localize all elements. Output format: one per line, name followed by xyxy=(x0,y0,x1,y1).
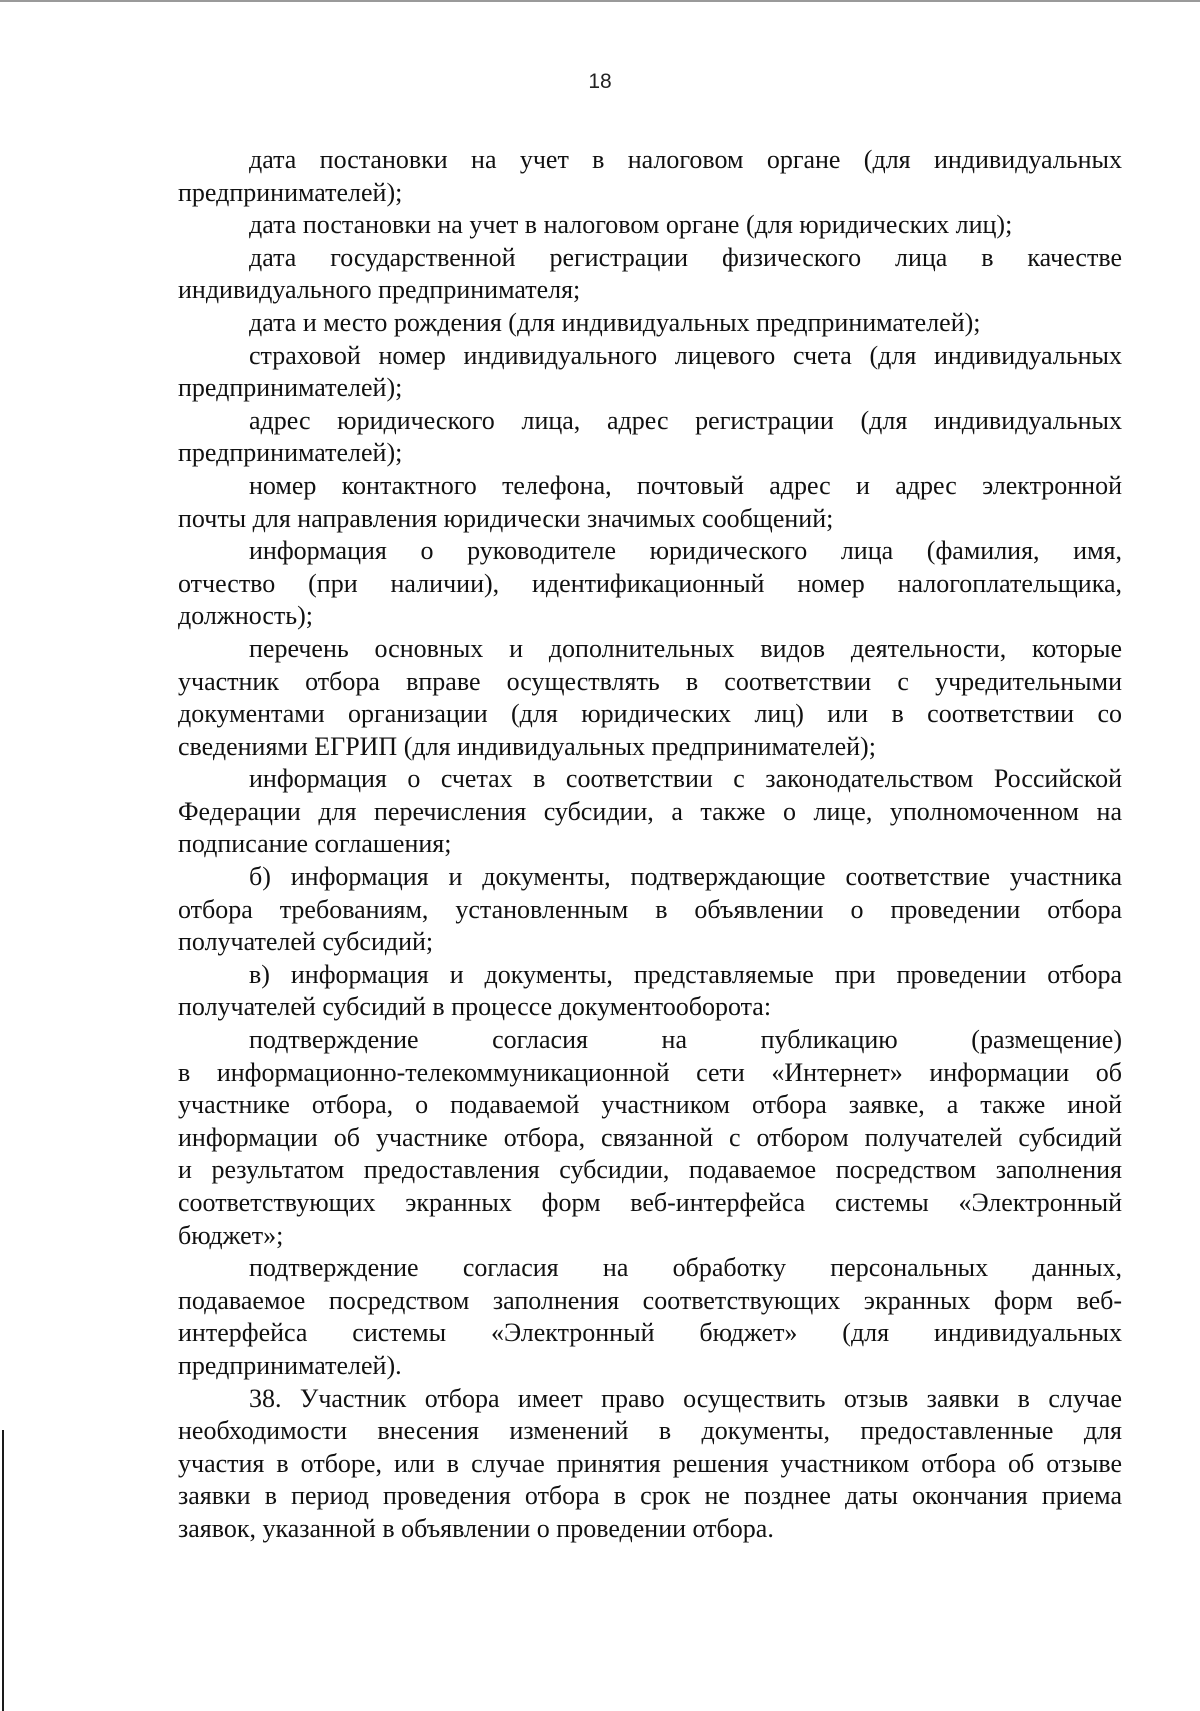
document-body xyxy=(178,144,1122,1546)
text-line: 38. Участник отбора имеет право осуществить отзыв заявки в случае xyxy=(249,1383,1122,1413)
text-line: получателей субсидий; xyxy=(178,927,434,957)
text-line: и результатом предоставления субсидии, подаваемое посредством заполнения xyxy=(178,1155,1122,1185)
text-line: сведениями ЕГРИП (для индивидуальных предпринимателей); xyxy=(178,731,876,761)
text-line: подписание соглашения; xyxy=(178,829,452,859)
text-line: дата постановки на учет в налоговом органе (для юридических лиц); xyxy=(249,210,1013,240)
text-line: дата постановки на учет в налоговом органе (для индивидуальных xyxy=(249,145,1122,174)
text-line: страховой номер индивидуального лицевого счета (для индивидуальных xyxy=(249,340,1122,370)
text-line: соответствующих экранных форм веб-интерфейса системы «Электронный xyxy=(178,1188,1122,1217)
text-line: интерфейса системы «Электронный бюджет» (для индивидуальных xyxy=(178,1318,1122,1348)
text-line: Федерации для перечисления субсидии, а также о лице, уполномоченном на xyxy=(178,796,1122,826)
text-line: документами организации (для юридических лиц) или в соответствии со xyxy=(178,699,1122,729)
text-line: дата государственной регистрации физического лица в качестве xyxy=(249,242,1122,272)
page-number: 18 xyxy=(588,70,612,93)
text-line: номер контактного телефона, почтовый адрес и адрес электронной xyxy=(249,470,1122,500)
text-line: б) информация и документы, подтверждающие соответствие участника xyxy=(249,862,1122,892)
text-line: отчество (при наличии), идентификационный номер налогоплательщика, xyxy=(178,568,1122,598)
text-line: заявки в период проведения отбора в срок не позднее даты окончания приема xyxy=(178,1481,1122,1511)
text-line: бюджет»; xyxy=(178,1220,284,1250)
text-line: участник отбора вправе осуществлять в соответствии с учредительными xyxy=(178,666,1122,696)
text-line: заявок, указанной в объявлении о проведении отбора. xyxy=(178,1513,774,1543)
text-line: предпринимателей); xyxy=(178,438,403,468)
text-line: в) информация и документы, представляемые при проведении отбора xyxy=(249,959,1122,989)
text-line: в информационно-телекоммуникационной сети «Интернет» информации об xyxy=(178,1057,1122,1087)
text-line: должность); xyxy=(178,601,314,631)
text-line: подтверждение согласия на публикацию (размещение) xyxy=(249,1025,1122,1055)
text-line: индивидуального предпринимателя; xyxy=(178,275,581,305)
text-line: подаваемое посредством заполнения соответствующих экранных форм веб- xyxy=(178,1285,1122,1315)
text-line: необходимости внесения изменений в документы, предоставленные для xyxy=(178,1416,1122,1446)
text-line: отбора требованиям, установленным в объявлении о проведении отбора xyxy=(178,894,1122,924)
text-line: участия в отборе, или в случае принятия решения участником отбора об отзыве xyxy=(178,1448,1122,1478)
text-line: информация о счетах в соответствии с законодательством Российской xyxy=(249,764,1122,794)
text-line: предпринимателей); xyxy=(178,373,403,403)
scan-edge-left xyxy=(2,1430,4,1711)
text-line: предпринимателей); xyxy=(178,177,403,207)
text-line: адрес юридического лица, адрес регистрации (для индивидуальных xyxy=(249,405,1122,435)
text-line: информации об участнике отбора, связанной с отбором получателей субсидий xyxy=(178,1122,1122,1152)
text-line: перечень основных и дополнительных видов деятельности, которые xyxy=(249,633,1122,663)
text-line: дата и место рождения (для индивидуальных предпринимателей); xyxy=(249,307,981,337)
scan-edge-top xyxy=(0,0,1200,2)
text-line: участнике отбора, о подаваемой участником отбора заявке, а также иной xyxy=(178,1090,1122,1120)
text-line: получателей субсидий в процессе документооборота: xyxy=(178,992,772,1022)
text-line: подтверждение согласия на обработку персональных данных, xyxy=(249,1253,1122,1283)
text-line: информация о руководителе юридического лица (фамилия, имя, xyxy=(249,536,1122,566)
text-line: предпринимателей). xyxy=(178,1350,402,1380)
text-line: почты для направления юридически значимых сообщений; xyxy=(178,503,834,533)
